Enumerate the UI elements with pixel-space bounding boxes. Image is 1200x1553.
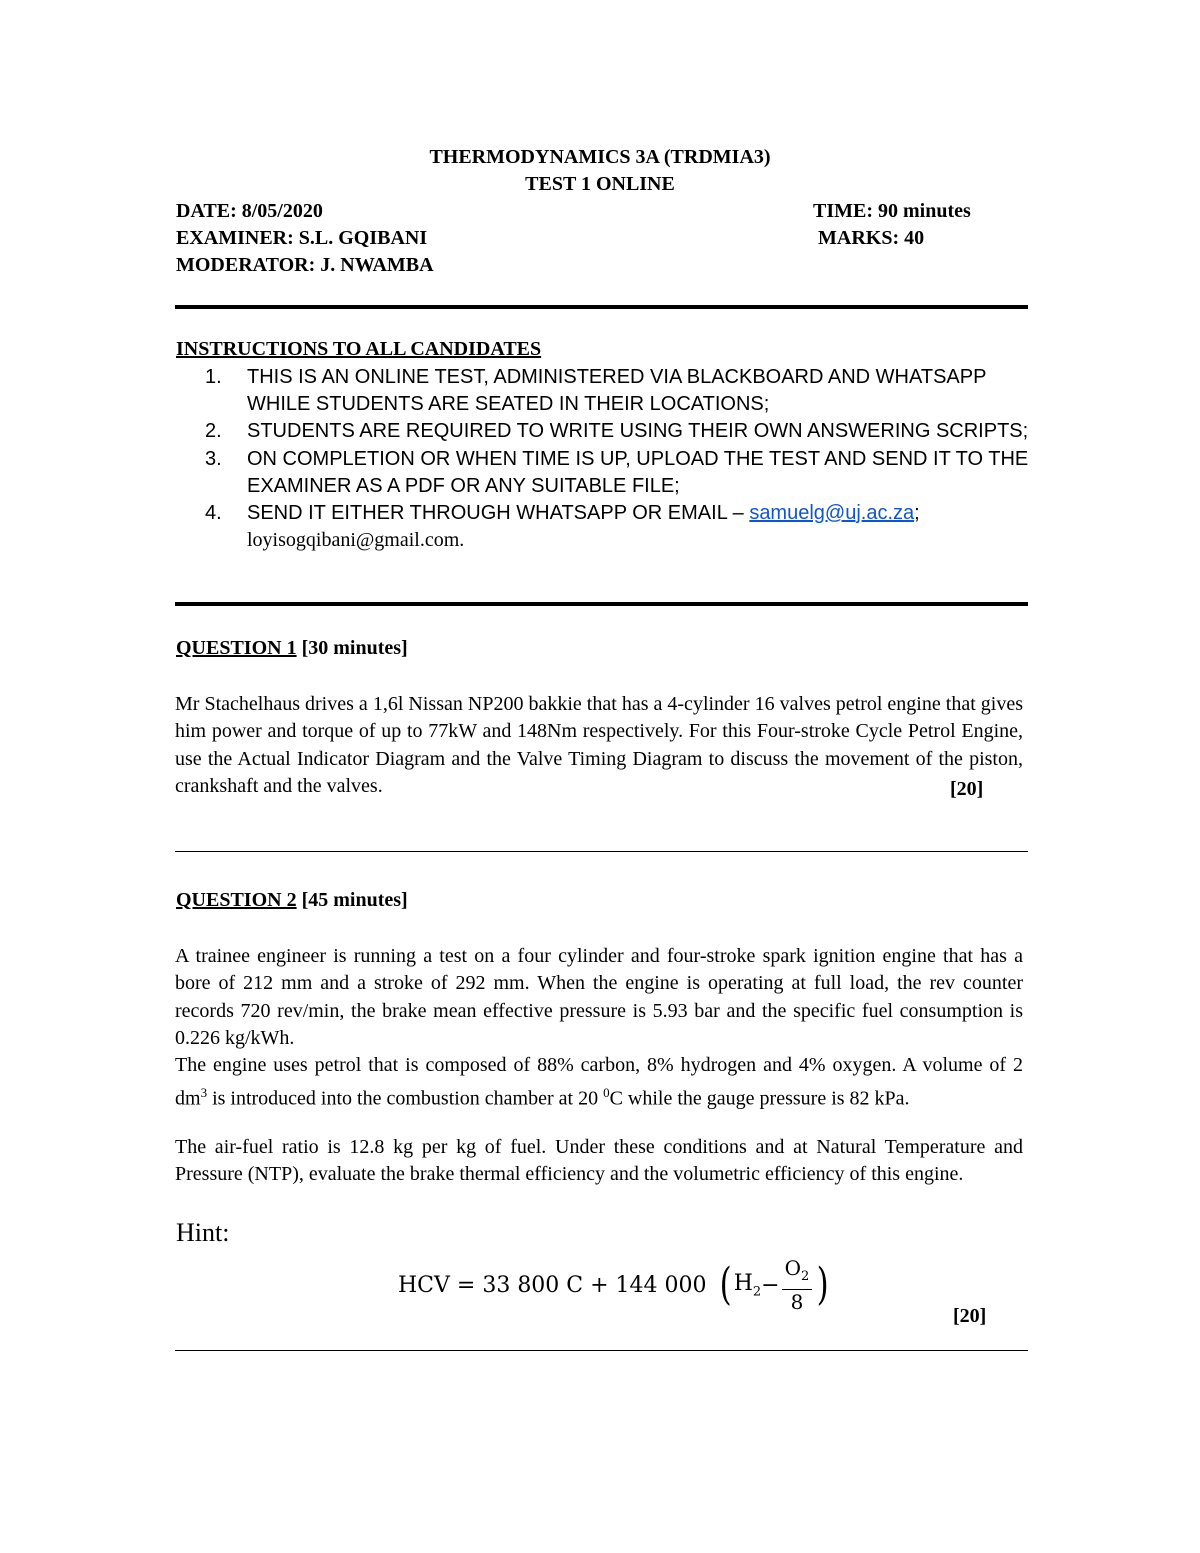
divider-q1 — [175, 851, 1028, 852]
instructions-heading: INSTRUCTIONS TO ALL CANDIDATES — [176, 338, 542, 360]
question1-text: Mr Stachelhaus drives a 1,6l Nissan NP200 bakkie that has a 4-cylinder 16 valves petrol engine that gives him power and torque of up to 77kW and 148Nm respectively. For this Four-stroke Cycle Petrol Engine, use the Actual Indicator Diagram and the Valve Timing Diagram to discuss the movement of the piston, crankshaft and the valves. — [175, 693, 1023, 798]
hint-label: Hint: — [176, 1218, 230, 1247]
list-item — [205, 418, 1035, 445]
formula-open-paren: ( — [719, 1259, 732, 1310]
question2-label: QUESTION 2 — [176, 889, 297, 911]
exam-date: DATE: 8/05/2020 — [176, 200, 323, 222]
moderator: MODERATOR: J. NWAMBA — [176, 254, 434, 276]
examiner: EXAMINER: S.L. GQIBANI — [176, 227, 428, 249]
list-number: 1. — [205, 366, 222, 388]
formula-lhs: HCV = 33 800 C + 144 000 — [398, 1272, 707, 1298]
formula-minus: − — [761, 1272, 780, 1298]
hcv-formula — [398, 1256, 831, 1314]
question1-duration: [30 minutes] — [301, 637, 408, 659]
formula-close-paren: ) — [816, 1259, 829, 1310]
list-text: THIS IS AN ONLINE TEST, ADMINISTERED VIA BLACKBOARD AND WHATSAPP WHILE STUDENTS ARE SEATED IN THEIR LOCATIONS; — [247, 366, 987, 416]
question2-para-1: A trainee engineer is running a test on a four cylinder and four-stroke spark ignition engine that has a bore of 212 mm and a stroke of 292 mm. When the engine is operating at full load, the rev counter records 720 rev/min, the brake mean effective pressure is 5.93 bar and the specific fuel consumption is 0.226 kg/kWh. — [175, 945, 1023, 1050]
list-number: 4. — [205, 502, 222, 525]
question2-para-2: The engine uses petrol that is composed of 88% carbon, 8% hydrogen and 4% oxygen. A volume of 2 $dm^3$ is introduced into the combustion chamber at 20 $^0$C while the gauge pressure is 82 kPa. — [175, 1054, 1023, 1111]
list-item — [205, 364, 1035, 418]
list-text-suffix: ; — [914, 502, 920, 525]
email-link[interactable]: samuelg@uj.ac.za — [749, 502, 915, 525]
test-title: TEST 1 ONLINE — [525, 173, 675, 195]
question1-body — [175, 691, 1023, 801]
list-text: STUDENTS ARE REQUIRED TO WRITE USING THEIR OWN ANSWERING SCRIPTS; — [247, 420, 1029, 443]
list-text: SEND IT EITHER THROUGH WHATSAPP OR EMAIL – — [247, 502, 750, 525]
exam-time: TIME: 90 minutes — [813, 200, 971, 222]
instructions-list — [205, 364, 1035, 554]
question1-marks: [20] — [950, 778, 984, 800]
divider-top — [175, 305, 1028, 309]
list-text: ON COMPLETION OR WHEN TIME IS UP, UPLOAD THE TEST AND SEND IT TO THE EXAMINER AS A PDF OR ANY SUITABLE FILE; — [247, 447, 1029, 497]
question2-para-3: The air-fuel ratio is 12.8 kg per kg of fuel. Under these conditions and at Natural Temperature and Pressure (NTP), evaluate the brake thermal efficiency and the volumetric efficiency of this engine. — [175, 1136, 1023, 1186]
divider-instructions — [175, 602, 1028, 606]
question1-heading — [176, 637, 408, 660]
formula-h: $H_2$ — [733, 1270, 762, 1300]
list-number: 2. — [205, 420, 222, 443]
list-item — [205, 500, 1035, 554]
secondary-email: loyisogqibani@gmail.com. — [247, 529, 465, 552]
list-number: 3. — [205, 447, 222, 470]
course-title: THERMODYNAMICS 3A (TRDMIA3) — [429, 146, 771, 168]
list-item — [205, 446, 1035, 500]
exam-marks: MARKS: 40 — [818, 227, 925, 249]
formula-fraction: $\frac{O_2}{8}$ — [782, 1256, 813, 1314]
question2-duration: [45 minutes] — [301, 889, 408, 911]
question2-heading — [176, 889, 408, 912]
question1-label: QUESTION 1 — [176, 637, 297, 659]
question2-marks: [20] — [953, 1305, 987, 1327]
divider-q2 — [175, 1350, 1028, 1351]
